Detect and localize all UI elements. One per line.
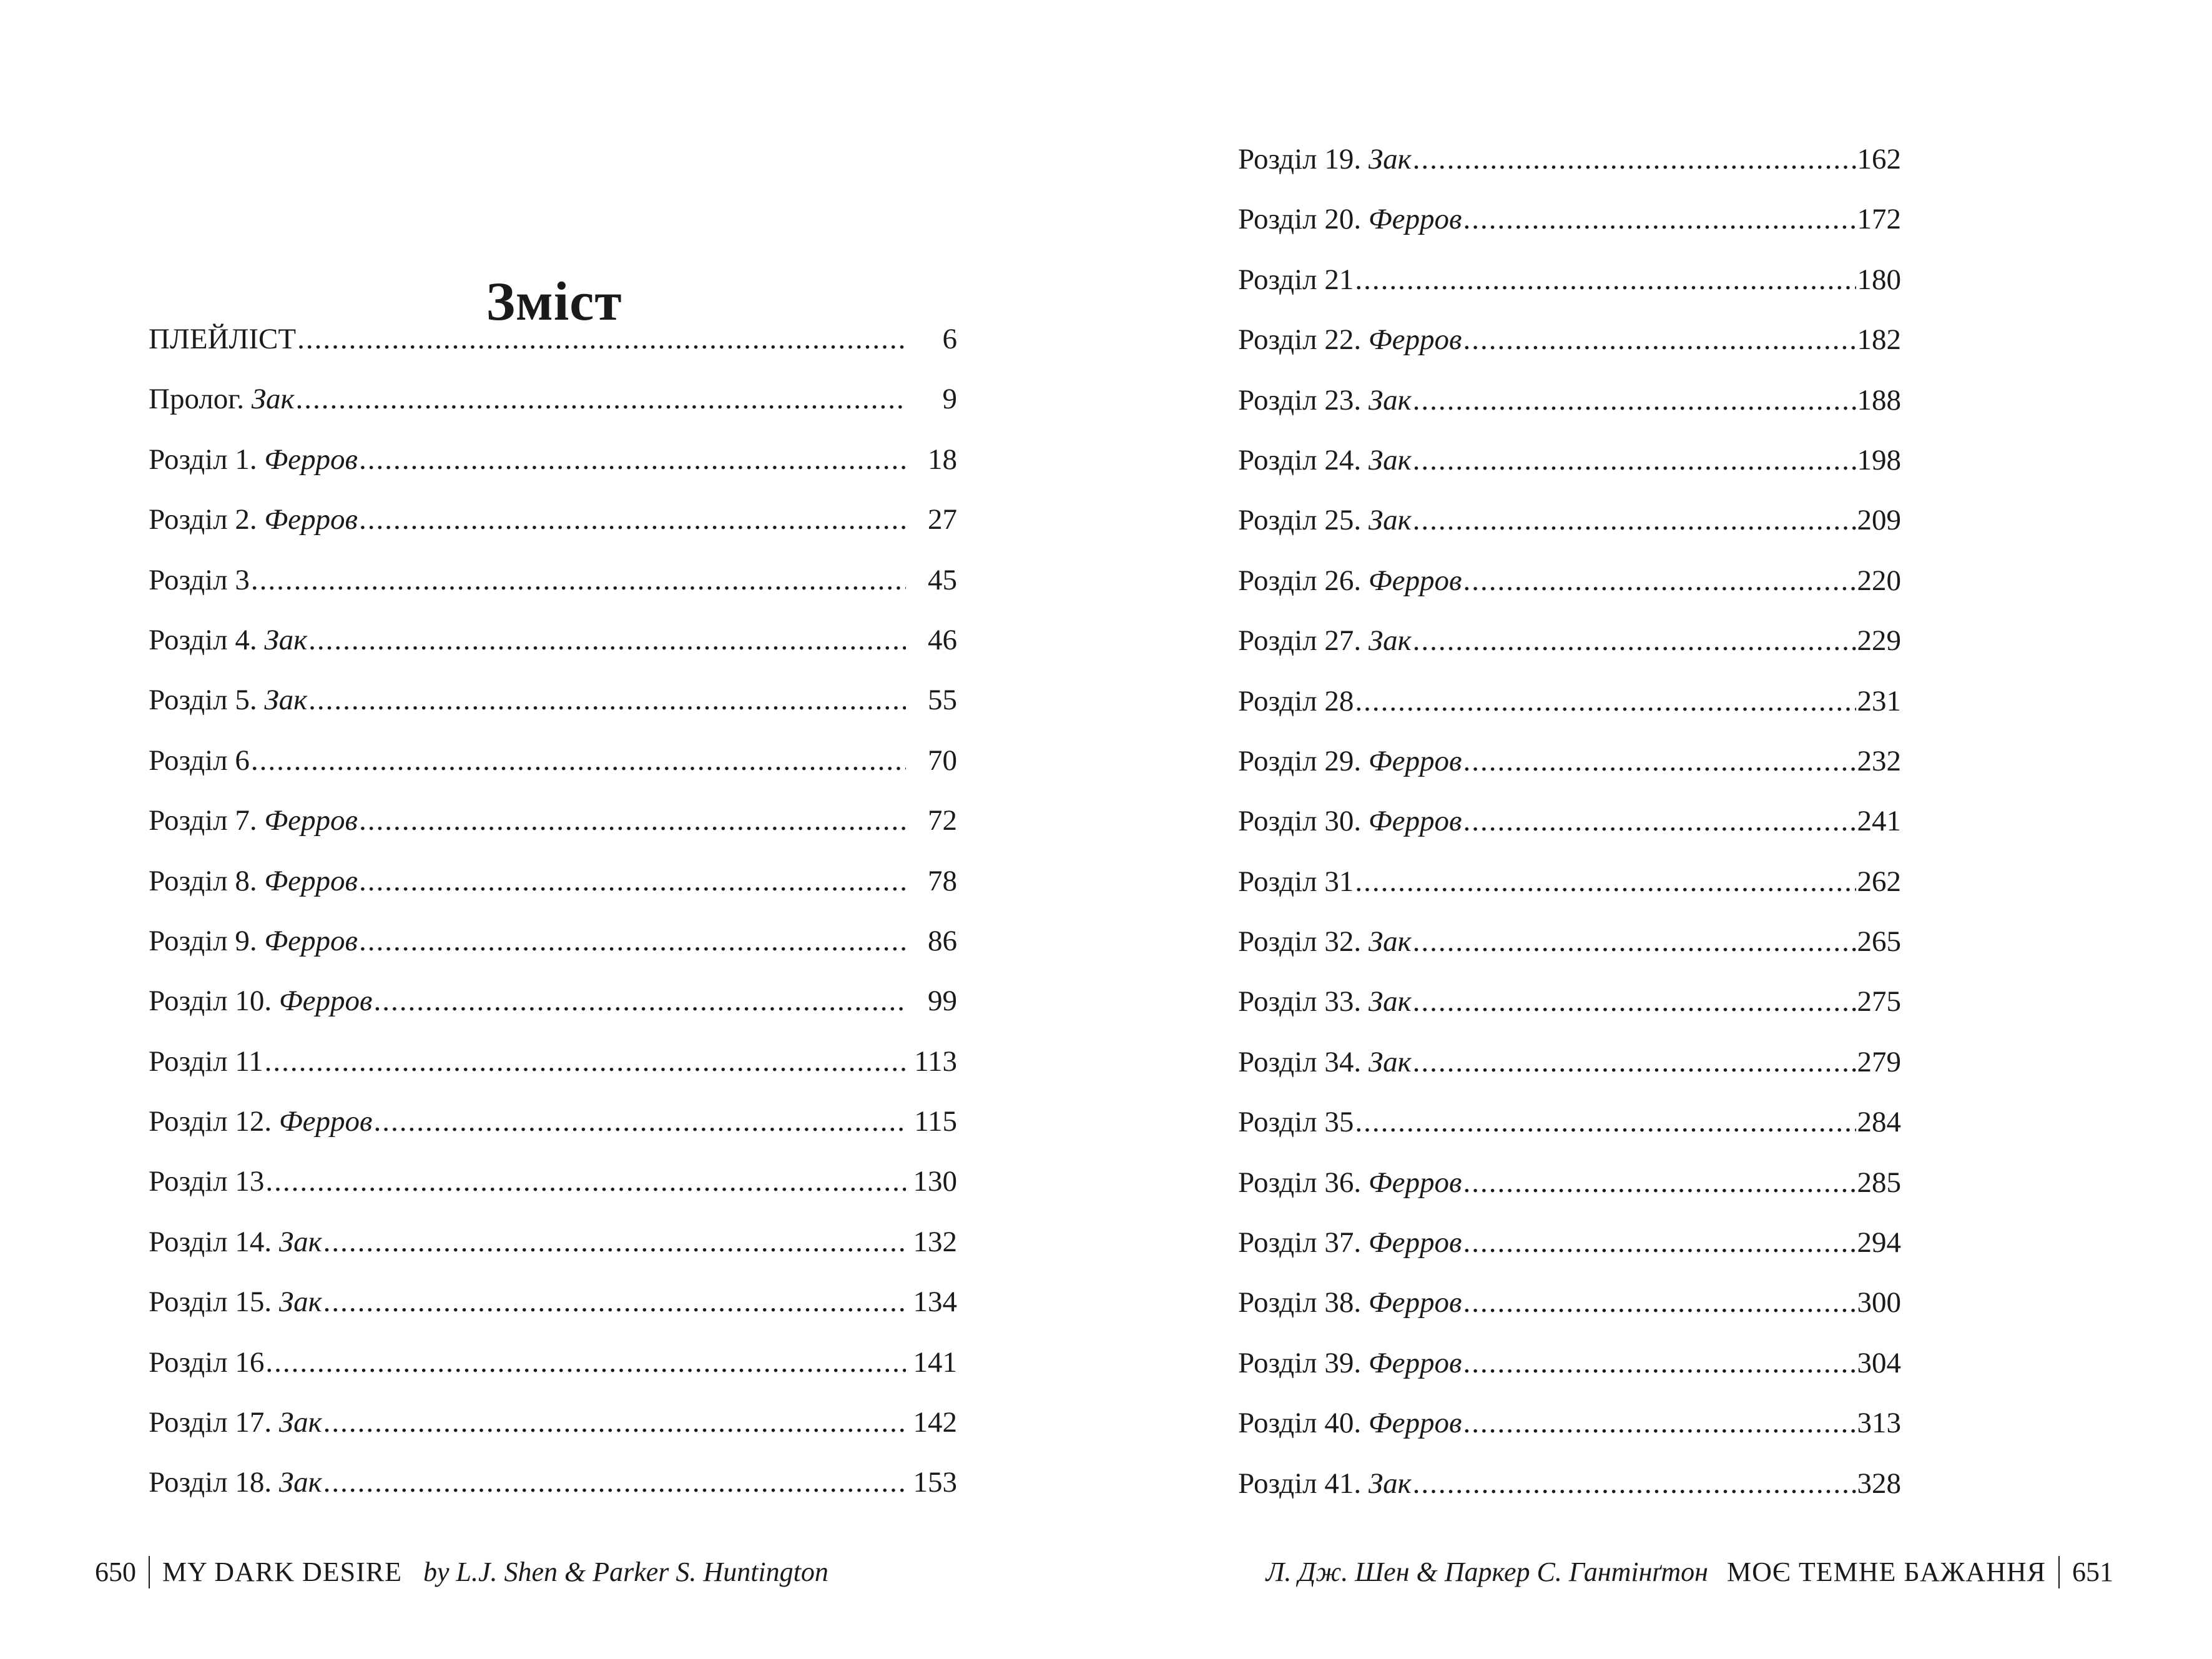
toc-page-number: 304 <box>1857 1346 1901 1379</box>
dot-leader <box>296 380 906 418</box>
toc-entry <box>149 742 957 802</box>
chapter-pov: Ферров <box>264 804 358 837</box>
dot-leader <box>297 320 906 358</box>
chapter-pov: Зак <box>1368 443 1412 476</box>
toc-entry <box>1238 501 1901 561</box>
toc-page-number: 134 <box>913 1286 957 1319</box>
chapter-label: Розділ 31 <box>1238 865 1354 898</box>
toc-entry-label <box>149 681 307 719</box>
toc-entry <box>1238 1284 1901 1344</box>
chapter-label: Розділ 18. <box>149 1466 272 1499</box>
dot-leader <box>1463 1224 1856 1261</box>
toc-page-number: 241 <box>1857 805 1901 838</box>
chapter-label: Розділ 24. <box>1238 443 1362 476</box>
toc-entry <box>149 862 957 922</box>
footer-right <box>1266 1555 2113 1590</box>
chapter-pov: Зак <box>1368 143 1412 175</box>
toc-entry-label <box>1238 140 1412 178</box>
dot-leader <box>359 501 906 538</box>
toc-entry-label <box>1238 321 1462 358</box>
toc-entry-label <box>1238 1224 1462 1261</box>
toc-entry-label <box>1238 1103 1354 1141</box>
footer-divider <box>2058 1556 2060 1588</box>
chapter-pov: Ферров <box>1368 1166 1462 1199</box>
chapter-pov: Зак <box>1368 1467 1412 1500</box>
toc-entry-label <box>1238 1344 1462 1382</box>
chapter-label: Розділ 13 <box>149 1165 265 1198</box>
toc-entry-label <box>149 621 307 659</box>
toc-page-number: 231 <box>1857 684 1901 717</box>
page-number: 650 <box>95 1557 136 1587</box>
toc-entry <box>1238 863 1901 923</box>
chapter-label: Розділ 20. <box>1238 203 1362 236</box>
chapter-pov: Ферров <box>1368 744 1462 777</box>
toc-entry <box>1238 321 1901 381</box>
toc-entry-label <box>149 1283 322 1321</box>
chapter-label: ПЛЕЙЛІСТ <box>149 323 297 355</box>
toc-entry-label <box>1238 200 1462 238</box>
chapter-pov: Ферров <box>1368 1286 1462 1319</box>
chapter-label: Розділ 30. <box>1238 805 1362 838</box>
chapter-label: Розділ 27. <box>1238 624 1362 657</box>
chapter-pov: Ферров <box>1368 1407 1462 1440</box>
chapter-pov: Зак <box>264 623 308 656</box>
chapter-label: Розділ 7. <box>149 804 257 837</box>
chapter-pov: Зак <box>1368 925 1412 958</box>
toc-page-number: 141 <box>913 1346 957 1379</box>
dot-leader <box>359 922 906 960</box>
dot-leader <box>1355 863 1856 900</box>
toc-entry <box>1238 1103 1901 1163</box>
dot-leader <box>359 441 906 478</box>
toc-entry-label <box>1238 441 1412 479</box>
dot-leader <box>323 1283 906 1321</box>
chapter-label: Розділ 15. <box>149 1286 272 1319</box>
dot-leader <box>373 982 906 1020</box>
chapter-label: Розділ 28 <box>1238 684 1354 717</box>
toc-page-number: 229 <box>1857 624 1901 657</box>
toc-page-number: 172 <box>1857 203 1901 236</box>
dot-leader <box>1463 802 1856 840</box>
footer-divider <box>149 1556 150 1588</box>
chapter-label: Розділ 40. <box>1238 1407 1362 1440</box>
dot-leader <box>308 621 906 659</box>
toc-entry <box>149 1163 957 1223</box>
dot-leader <box>308 681 906 719</box>
toc-list-left <box>149 320 957 1524</box>
toc-page-number: 46 <box>928 623 957 656</box>
toc-entry-label <box>149 441 358 478</box>
chapter-pov: Ферров <box>264 503 358 536</box>
chapter-pov: Зак <box>1368 383 1412 416</box>
toc-entry-label <box>149 320 296 358</box>
toc-page-number: 265 <box>1857 925 1901 958</box>
chapter-label: Розділ 21 <box>1238 263 1354 296</box>
chapter-label: Розділ 2. <box>149 503 257 536</box>
toc-page-number: 78 <box>928 864 957 897</box>
chapter-label: Розділ 22. <box>1238 323 1362 357</box>
toc-page-number: 86 <box>928 924 957 957</box>
toc-entry-label <box>149 501 358 538</box>
toc-entry <box>149 802 957 862</box>
toc-page-number: 209 <box>1857 504 1901 537</box>
chapter-pov: Зак <box>264 684 308 717</box>
chapter-label: Розділ 16 <box>149 1346 265 1379</box>
toc-page-number: 180 <box>1857 263 1901 296</box>
toc-page-number: 262 <box>1857 865 1901 898</box>
dot-leader <box>323 1404 906 1441</box>
toc-page-number: 328 <box>1857 1467 1901 1500</box>
toc-page-number: 6 <box>942 323 957 355</box>
dot-leader <box>1355 261 1856 298</box>
toc-entry <box>1238 1344 1901 1404</box>
chapter-pov: Ферров <box>264 443 358 476</box>
dot-leader <box>1355 1103 1856 1141</box>
chapter-label: Розділ 17. <box>149 1406 272 1439</box>
book-authors: Л. Дж. Шен & Паркер С. Гантінґтон <box>1266 1557 1708 1587</box>
toc-page-number: 275 <box>1857 985 1901 1018</box>
toc-page-number: 9 <box>942 383 957 416</box>
dot-leader <box>1463 1404 1856 1442</box>
chapter-label: Розділ 37. <box>1238 1226 1362 1259</box>
toc-entry <box>1238 682 1901 742</box>
toc-page-number: 153 <box>913 1466 957 1499</box>
chapter-pov: Зак <box>1368 1045 1412 1078</box>
toc-entry <box>1238 1404 1901 1464</box>
toc-entry-label <box>1238 802 1462 840</box>
chapter-pov: Зак <box>278 1406 322 1439</box>
toc-entry <box>149 441 957 501</box>
toc-entry-label <box>1238 1404 1462 1442</box>
chapter-label: Розділ 36. <box>1238 1166 1362 1199</box>
dot-leader <box>1413 923 1856 960</box>
dot-leader <box>1463 562 1856 599</box>
chapter-label: Розділ 23. <box>1238 383 1362 416</box>
toc-page-number: 232 <box>1857 744 1901 777</box>
toc-entry <box>149 922 957 982</box>
dot-leader <box>323 1464 906 1501</box>
dot-leader <box>323 1223 906 1261</box>
toc-page-number: 130 <box>913 1165 957 1198</box>
chapter-label: Розділ 14. <box>149 1225 272 1258</box>
chapter-pov: Зак <box>278 1286 322 1319</box>
chapter-label: Розділ 19. <box>1238 143 1362 175</box>
toc-entry <box>149 681 957 741</box>
toc-page-number: 313 <box>1857 1407 1901 1440</box>
chapter-label: Розділ 5. <box>149 684 257 717</box>
toc-page-number: 45 <box>928 563 957 596</box>
dot-leader <box>1463 200 1856 238</box>
dot-leader <box>1413 501 1856 539</box>
toc-entry <box>1238 382 1901 441</box>
toc-entry <box>1238 1465 1901 1525</box>
chapter-pov: Зак <box>278 1225 322 1258</box>
toc-entry <box>149 320 957 380</box>
book-title: MY DARK DESIRE <box>162 1557 402 1587</box>
chapter-pov: Зак <box>1368 985 1412 1018</box>
toc-page-number: 99 <box>928 985 957 1018</box>
page-title: Зміст <box>486 271 622 332</box>
toc-entry-label <box>149 1103 372 1140</box>
chapter-label: Розділ 9. <box>149 924 257 957</box>
toc-entry <box>1238 1043 1901 1103</box>
toc-page-number: 115 <box>914 1105 957 1138</box>
toc-entry-label <box>1238 562 1462 599</box>
toc-entry-label <box>149 1344 264 1381</box>
toc-entry-label <box>149 922 358 960</box>
chapter-label: Розділ 29. <box>1238 744 1362 777</box>
toc-page-number: 132 <box>913 1225 957 1258</box>
chapter-label: Розділ 38. <box>1238 1286 1362 1319</box>
footer-left <box>95 1555 828 1590</box>
chapter-label: Розділ 10. <box>149 985 272 1018</box>
chapter-pov: Зак <box>1368 624 1412 657</box>
dot-leader <box>265 1163 906 1200</box>
toc-page-number: 142 <box>913 1406 957 1439</box>
toc-entry <box>1238 200 1901 260</box>
chapter-label: Розділ 41. <box>1238 1467 1362 1500</box>
toc-entry-label <box>1238 261 1354 298</box>
dot-leader <box>1463 321 1856 358</box>
chapter-label: Розділ 25. <box>1238 504 1362 537</box>
toc-entry-label <box>149 742 250 779</box>
dot-leader <box>1413 140 1856 178</box>
toc-entry <box>1238 140 1901 200</box>
toc-entry <box>149 1464 957 1524</box>
chapter-pov: Зак <box>251 383 295 416</box>
toc-entry <box>149 621 957 681</box>
toc-page-number: 72 <box>928 804 957 837</box>
chapter-label: Розділ 3 <box>149 563 250 596</box>
chapter-label: Розділ 26. <box>1238 564 1362 597</box>
dot-leader <box>1463 1164 1856 1201</box>
toc-entry <box>149 1283 957 1343</box>
dot-leader <box>265 1344 906 1381</box>
page-number: 651 <box>2072 1557 2113 1587</box>
toc-entry <box>149 1043 957 1103</box>
toc-entry-label <box>1238 1284 1462 1321</box>
toc-entry-label <box>149 1464 322 1501</box>
toc-entry <box>1238 1164 1901 1224</box>
toc-entry-label <box>149 1043 263 1080</box>
chapter-pov: Ферров <box>1368 323 1462 357</box>
dot-leader <box>1413 622 1856 659</box>
chapter-label: Розділ 34. <box>1238 1045 1362 1078</box>
chapter-pov: Ферров <box>1368 203 1462 236</box>
dot-leader <box>1413 382 1856 419</box>
toc-entry <box>1238 441 1901 501</box>
toc-page-number: 284 <box>1857 1106 1901 1139</box>
toc-page-number: 162 <box>1857 143 1901 175</box>
chapter-label: Розділ 39. <box>1238 1346 1362 1379</box>
toc-page-number: 188 <box>1857 383 1901 416</box>
toc-page-number: 198 <box>1857 443 1901 476</box>
toc-entry <box>149 501 957 561</box>
toc-entry <box>1238 802 1901 862</box>
toc-entry <box>1238 742 1901 802</box>
dot-leader <box>1413 1043 1856 1081</box>
toc-entry-label <box>1238 1043 1412 1081</box>
chapter-pov: Ферров <box>1368 564 1462 597</box>
toc-entry <box>1238 261 1901 321</box>
toc-entry-label <box>1238 742 1462 780</box>
toc-page-number: 182 <box>1857 323 1901 357</box>
toc-entry <box>1238 1224 1901 1284</box>
toc-entry <box>149 380 957 440</box>
chapter-label: Розділ 35 <box>1238 1106 1354 1139</box>
chapter-label: Розділ 6 <box>149 744 250 777</box>
chapter-pov: Ферров <box>278 1105 373 1138</box>
toc-page-number: 279 <box>1857 1045 1901 1078</box>
toc-entry-label <box>1238 923 1412 960</box>
chapter-pov: Ферров <box>1368 1226 1462 1259</box>
chapter-label: Розділ 32. <box>1238 925 1362 958</box>
chapter-pov: Зак <box>1368 504 1412 537</box>
chapter-label: Розділ 11 <box>149 1045 263 1078</box>
chapter-pov: Ферров <box>1368 805 1462 838</box>
dot-leader <box>1463 1284 1856 1321</box>
chapter-pov: Зак <box>278 1466 322 1499</box>
toc-entry-label <box>149 561 250 599</box>
chapter-label: Розділ 33. <box>1238 985 1362 1018</box>
book-authors: by L.J. Shen & Parker S. Huntington <box>423 1557 828 1587</box>
toc-page-number: 285 <box>1857 1166 1901 1199</box>
toc-page-number: 113 <box>914 1045 957 1078</box>
toc-entry-label <box>1238 863 1354 900</box>
book-title: МОЄ ТЕМНЕ БАЖАННЯ <box>1726 1557 2046 1587</box>
chapter-label: Розділ 4. <box>149 623 257 656</box>
toc-entry <box>1238 923 1901 983</box>
right-page <box>1106 0 2212 1659</box>
toc-page-number: 220 <box>1857 564 1901 597</box>
dot-leader <box>1413 983 1856 1020</box>
dot-leader <box>1413 441 1856 479</box>
chapter-pov: Ферров <box>278 985 373 1018</box>
toc-entry <box>149 982 957 1042</box>
toc-entry-label <box>149 982 372 1020</box>
toc-entry-label <box>1238 983 1412 1020</box>
toc-page-number: 18 <box>928 443 957 476</box>
chapter-label: Пролог. <box>149 383 245 416</box>
chapter-label: Розділ 1. <box>149 443 257 476</box>
dot-leader <box>251 742 906 779</box>
chapter-label: Розділ 12. <box>149 1105 272 1138</box>
dot-leader <box>1355 682 1856 720</box>
toc-entry <box>1238 622 1901 682</box>
toc-entry-label <box>1238 1465 1412 1502</box>
dot-leader <box>1463 1344 1856 1382</box>
chapter-pov: Ферров <box>1368 1346 1462 1379</box>
dot-leader <box>265 1043 906 1080</box>
toc-entry-label <box>1238 622 1412 659</box>
toc-entry-label <box>149 1404 322 1441</box>
toc-entry <box>149 1223 957 1283</box>
toc-entry-label <box>149 380 295 418</box>
toc-page-number: 55 <box>928 684 957 717</box>
dot-leader <box>251 561 906 599</box>
dot-leader <box>1463 742 1856 780</box>
toc-entry <box>149 1103 957 1163</box>
toc-entry <box>1238 562 1901 622</box>
toc-entry-label <box>149 862 358 900</box>
dot-leader <box>359 802 906 839</box>
dot-leader <box>373 1103 906 1140</box>
toc-page-number: 294 <box>1857 1226 1901 1259</box>
dot-leader <box>1413 1465 1856 1502</box>
toc-entry-label <box>149 802 358 839</box>
chapter-pov: Ферров <box>264 924 358 957</box>
toc-entry-label <box>1238 682 1354 720</box>
toc-entry-label <box>149 1223 322 1261</box>
toc-page-number: 300 <box>1857 1286 1901 1319</box>
toc-entry-label <box>149 1163 264 1200</box>
chapter-label: Розділ 8. <box>149 864 257 897</box>
toc-entry <box>1238 983 1901 1043</box>
toc-entry-label <box>1238 501 1412 539</box>
toc-list-right <box>1238 140 1901 1525</box>
toc-entry <box>149 1404 957 1464</box>
toc-entry <box>149 561 957 621</box>
toc-page-number: 70 <box>928 744 957 777</box>
toc-entry-label <box>1238 382 1412 419</box>
toc-page-number: 27 <box>928 503 957 536</box>
chapter-pov: Ферров <box>264 864 358 897</box>
toc-entry <box>149 1344 957 1404</box>
dot-leader <box>359 862 906 900</box>
toc-entry-label <box>1238 1164 1462 1201</box>
